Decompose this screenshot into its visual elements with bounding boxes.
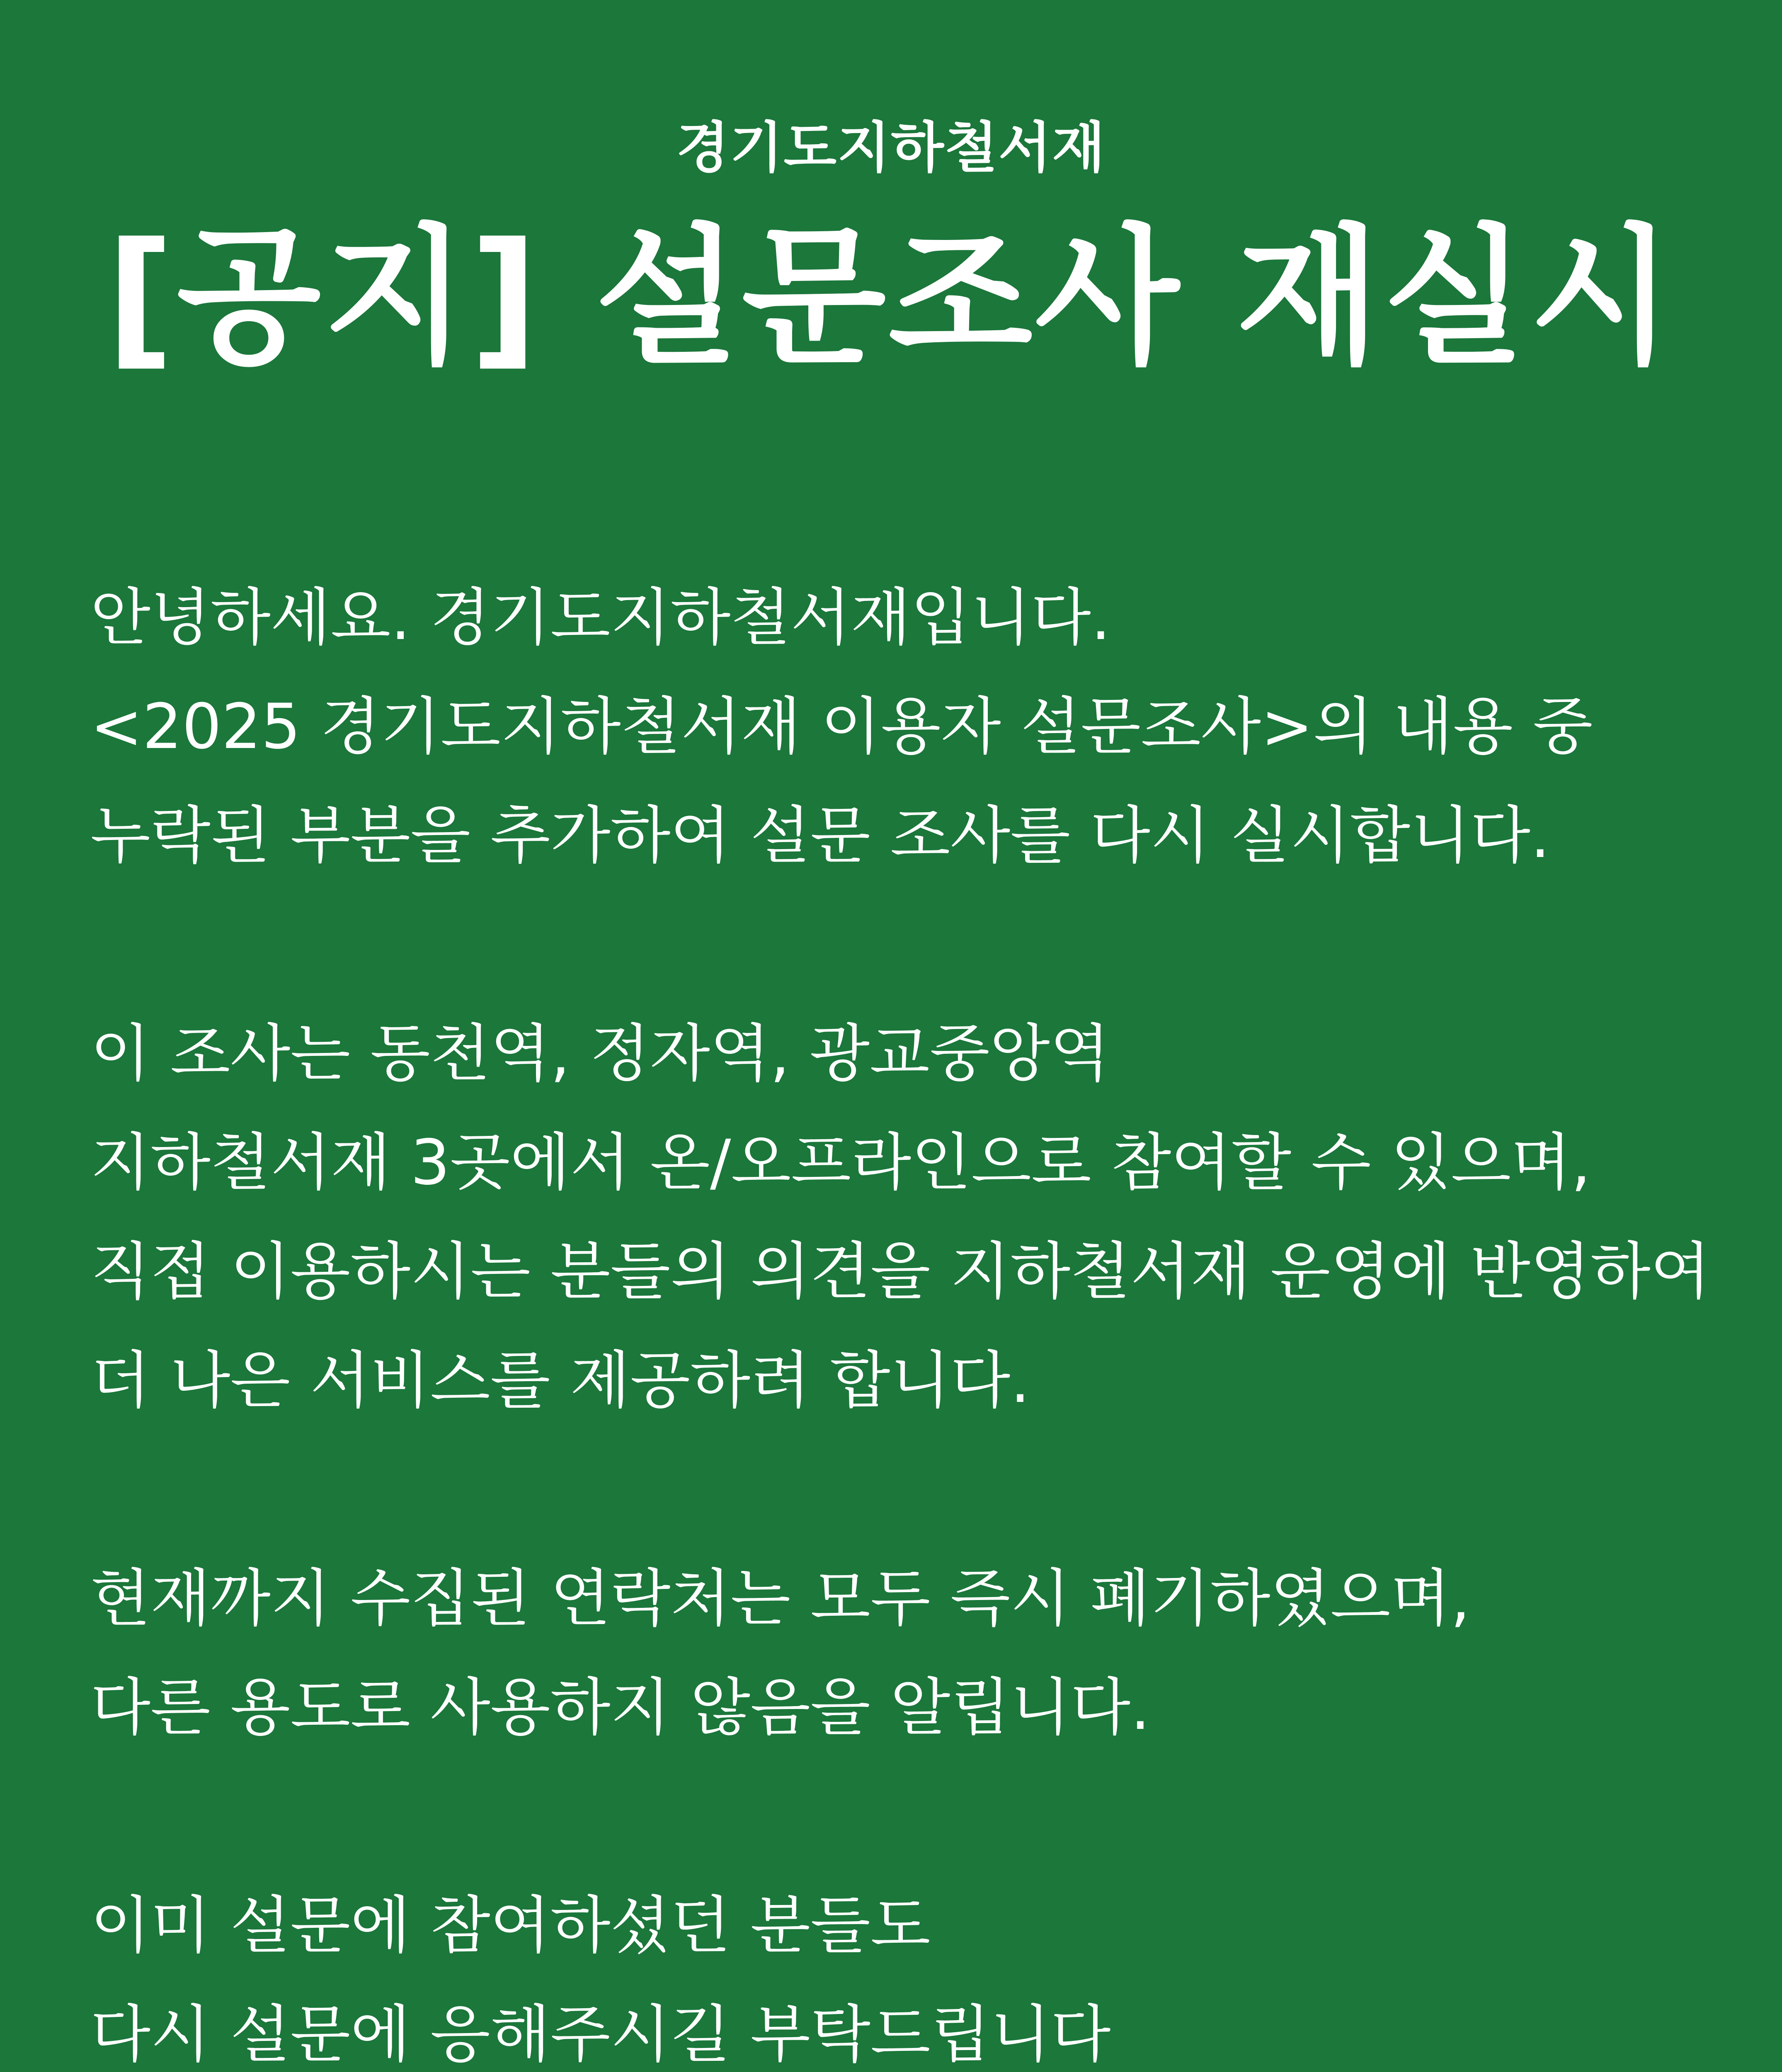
page-title: [공지] 설문조사 재실시 xyxy=(106,211,1676,384)
paragraph-survey-info xyxy=(90,1000,1711,1435)
body-line: 다시 설문에 응해주시길 부탁드립니다 xyxy=(90,1999,1111,2071)
body-line: <2025 경기도지하철서재 이용자 설문조사>의 내용 중 xyxy=(90,691,1593,763)
body-line: 더 나은 서비스를 제공하려 합니다. xyxy=(90,1345,1030,1417)
body-line: 이미 설문에 참여하셨던 분들도 xyxy=(90,1890,931,1962)
notice-body xyxy=(90,564,1711,2072)
paragraph-privacy xyxy=(90,1544,1707,1762)
body-line: 다른 용도로 사용하지 않음을 알립니다. xyxy=(90,1672,1150,1744)
body-line: 안녕하세요. 경기도지하철서재입니다. xyxy=(90,582,1111,654)
body-line: 누락된 부분을 추가하여 설문 조사를 다시 실시합니다. xyxy=(90,800,1550,872)
paragraph-greeting xyxy=(90,564,1707,891)
body-line: 현재까지 수집된 연락처는 모두 즉시 폐기하였으며, xyxy=(90,1563,1470,1635)
body-line: 이 조사는 동천역, 정자역, 광교중앙역 xyxy=(90,1018,1110,1090)
body-line: 직접 이용하시는 분들의 의견을 지하철서재 운영에 반영하여 xyxy=(90,1236,1711,1308)
org-title: 경기도지하철서재 xyxy=(676,116,1106,180)
body-line: 지하철서재 3곳에서 온/오프라인으로 참여할 수 있으며, xyxy=(90,1127,1591,1199)
paragraph-request xyxy=(90,1871,1707,2072)
